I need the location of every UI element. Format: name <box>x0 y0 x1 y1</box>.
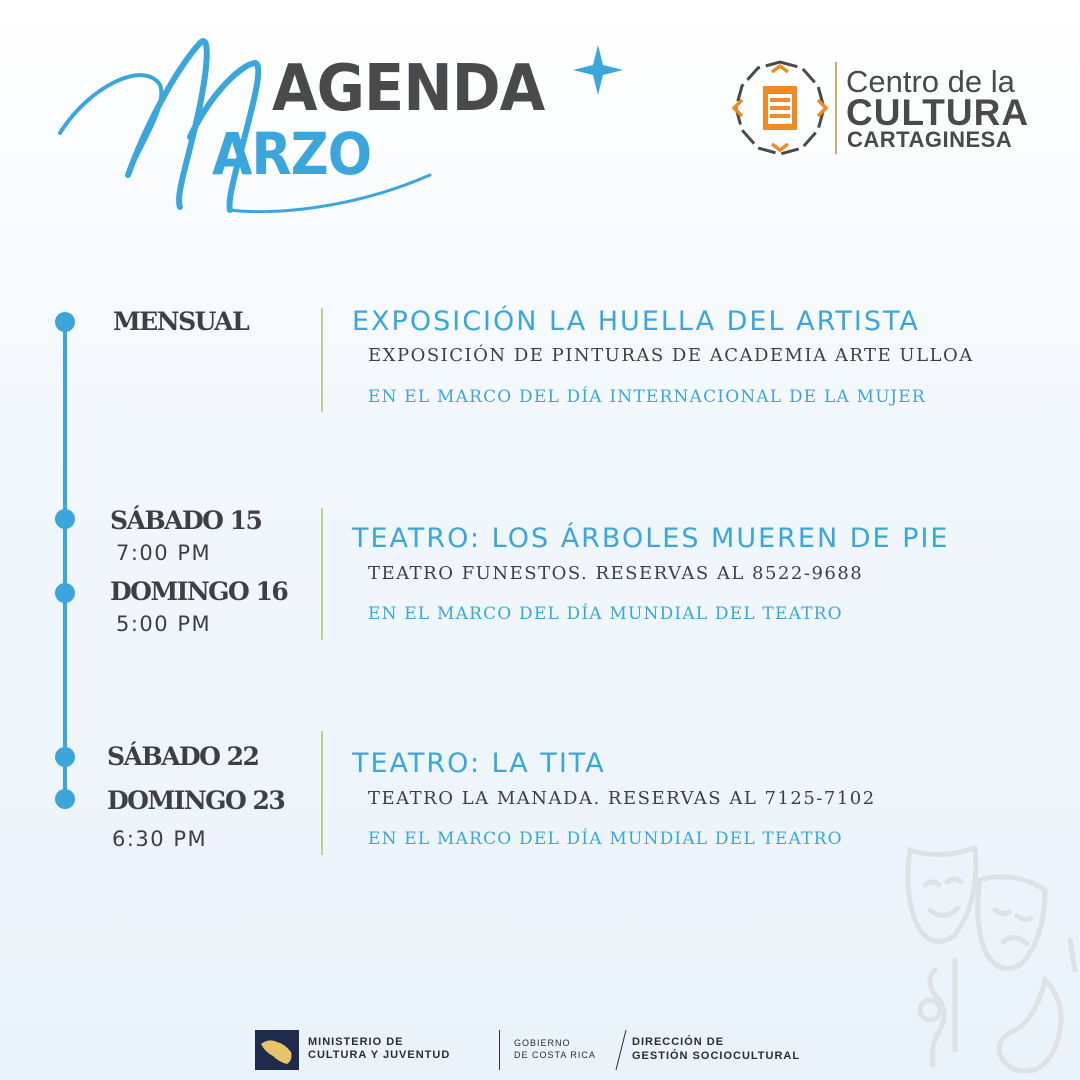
agenda-heading: AGENDA <box>272 52 545 126</box>
event-divider <box>321 731 323 855</box>
logo-divider <box>835 62 837 154</box>
direction-line1: DIRECCIÓN DE <box>632 1036 725 1048</box>
event-date: SÁBADO 22 <box>107 742 259 771</box>
logo-text-line1: Centro de la <box>846 64 1015 99</box>
footer-slash-divider <box>614 1028 628 1072</box>
event-title: TEATRO: LA TITA <box>352 748 606 779</box>
event-title: TEATRO: LOS ÁRBOLES MUEREN DE PIE <box>352 523 950 554</box>
event-note: EN EL MARCO DEL DÍA MUNDIAL DEL TEATRO <box>368 604 843 624</box>
ministry-line1: MINISTERIO DE <box>308 1036 404 1048</box>
timeline-line <box>63 322 67 802</box>
marzo-heading: ARZO <box>212 120 372 188</box>
timeline-dot <box>55 583 75 603</box>
logo-text-line2: CULTURA <box>846 92 1030 133</box>
ministry-line2: CULTURA Y JUVENTUD <box>308 1049 451 1061</box>
timeline-dot <box>55 789 75 809</box>
ministry-emblem-icon <box>255 1030 299 1070</box>
theater-masks-icon <box>895 840 1080 1080</box>
event-time: 6:30 PM <box>112 827 208 851</box>
direction-line2: GESTIÓN SOCIOCULTURAL <box>632 1050 801 1062</box>
event-date: MENSUAL <box>113 307 249 336</box>
event-description: TEATRO LA MANADA. RESERVAS AL 7125-7102 <box>368 788 876 809</box>
government-line2: DE COSTA RICA <box>514 1050 596 1060</box>
event-time: 7:00 PM <box>116 541 212 565</box>
event-date: DOMINGO 16 <box>110 577 288 606</box>
timeline-dot <box>55 312 75 332</box>
event-description: TEATRO FUNESTOS. RESERVAS AL 8522-9688 <box>368 563 864 584</box>
footer-divider <box>499 1030 500 1070</box>
event-date: DOMINGO 23 <box>107 786 285 815</box>
event-time: 5:00 PM <box>116 612 212 636</box>
event-divider <box>321 508 323 640</box>
timeline-dot <box>55 747 75 767</box>
event-title: EXPOSICIÓN LA HUELLA DEL ARTISTA <box>352 306 920 337</box>
event-note: EN EL MARCO DEL DÍA MUNDIAL DEL TEATRO <box>368 829 843 849</box>
logo-text-line3: CARTAGINESA <box>847 127 1013 152</box>
timeline-dot <box>55 509 75 529</box>
event-note: EN EL MARCO DEL DÍA INTERNACIONAL DE LA MUJER <box>368 387 926 407</box>
government-line1: GOBIERNO <box>514 1038 571 1048</box>
event-divider <box>321 308 323 412</box>
cultural-center-logo-icon <box>730 58 830 158</box>
event-date: SÁBADO 15 <box>110 506 262 535</box>
event-description: EXPOSICIÓN DE PINTURAS DE ACADEMIA ARTE ULLOA <box>368 345 974 366</box>
